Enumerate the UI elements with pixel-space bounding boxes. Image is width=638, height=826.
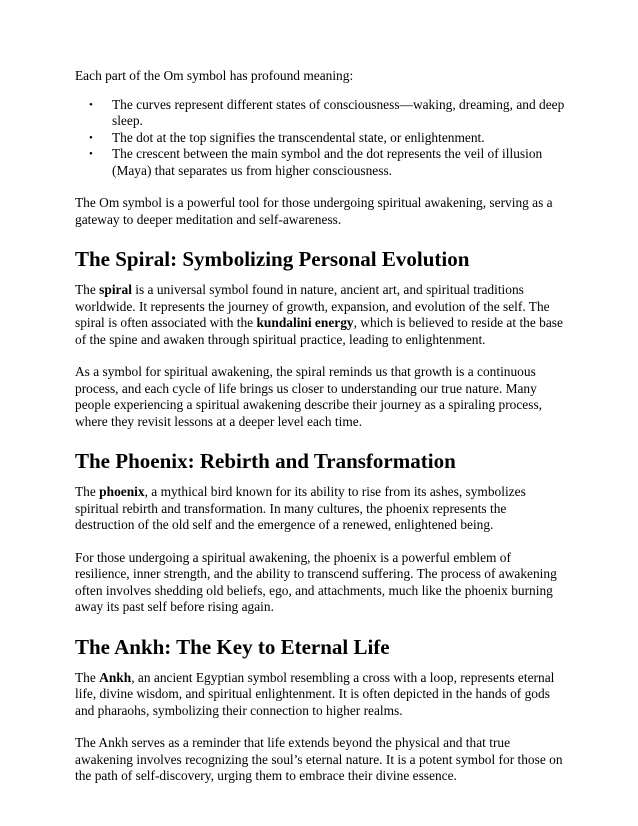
om-intro: Each part of the Om symbol has profound meaning: <box>75 68 354 83</box>
text-run: , which is believed to reside at the base of the spine and awaken through spiritual practice, leading to enlightenment. <box>75 315 563 347</box>
list-item-text: The dot at the top signifies the transcendental state, or enlightenment. <box>112 129 485 145</box>
text-run: The <box>75 669 100 685</box>
ankh-paragraph-1 <box>75 670 565 720</box>
spiral-heading: The Spiral: Symbolizing Personal Evolution <box>75 247 470 271</box>
ankh-heading: The Ankh: The Key to Eternal Life <box>75 634 390 659</box>
spiral-paragraph-2: As a symbol for spiritual awakening, the spiral reminds us that growth is a continuous process, and each cycle of life brings us closer to understanding our true nature. Many people experiencing a spiritual awakening describe their journey as a spiraling process, where they revisit lessons at a deeper level each time. <box>75 364 543 429</box>
list-item <box>89 146 565 179</box>
phoenix-paragraph-1 <box>75 484 565 534</box>
ankh-paragraph-2: The Ankh serves as a reminder that life extends beyond the physical and that true awakening involves recognizing the soul’s eternal nature. It is a potent symbol for those on the path of self-discovery, urging them to embrace their divine essence. <box>75 735 563 783</box>
list-item-text: The crescent between the main symbol and the dot represents the veil of illusion (Maya) that separates us from higher consciousness. <box>112 146 543 178</box>
bullet-icon: • <box>89 148 93 160</box>
text-run: The <box>75 282 100 297</box>
phoenix-heading: The Phoenix: Rebirth and Transformation <box>75 449 456 473</box>
bullet-icon: • <box>89 98 93 111</box>
om-meaning-list <box>75 97 565 180</box>
bold-term-ankh: Ankh <box>99 669 132 685</box>
bullet-icon: • <box>89 131 93 144</box>
document-page <box>75 68 565 785</box>
text-run: The <box>75 484 100 499</box>
text-run: , an ancient Egyptian symbol resembling a cross with a loop, represents eternal life, divine wisdom, and spiritual enlightenment. It is often depicted in the hands of gods and pharaohs, symbolizing their connection to higher realms. <box>75 669 555 718</box>
bold-term-kundalini: kundalini energy <box>256 315 354 330</box>
text-run: , a mythical bird known for its ability to rise from its ashes, symbolizes spiritual rebirth and transformation. In many cultures, the phoenix represents the destruction of the old self and the emergence of a renewed, enlightened being. <box>75 484 526 532</box>
list-item-text: The curves represent different states of consciousness—waking, dreaming, and deep sleep. <box>112 96 565 128</box>
om-closing: The Om symbol is a powerful tool for those undergoing spiritual awakening, serving as a gateway to deeper meditation and self-awareness. <box>75 195 553 227</box>
list-item <box>89 129 565 147</box>
phoenix-paragraph-2: For those undergoing a spiritual awakening, the phoenix is a powerful emblem of resilience, inner strength, and the ability to transcend suffering. The process of awakening often involves shedding old beliefs, ego, and attachments, much like the phoenix burning away its past self before rising again. <box>75 549 557 614</box>
list-item <box>89 96 565 130</box>
text-run: is a universal symbol found in nature, ancient art, and spiritual traditions worldwide. It represents the journey of growth, expansion, and evolution of the self. The spiral is often associated with the <box>75 282 550 330</box>
bold-term-spiral: spiral <box>99 282 132 297</box>
bold-term-phoenix: phoenix <box>99 484 145 499</box>
spiral-paragraph-1 <box>75 282 565 348</box>
